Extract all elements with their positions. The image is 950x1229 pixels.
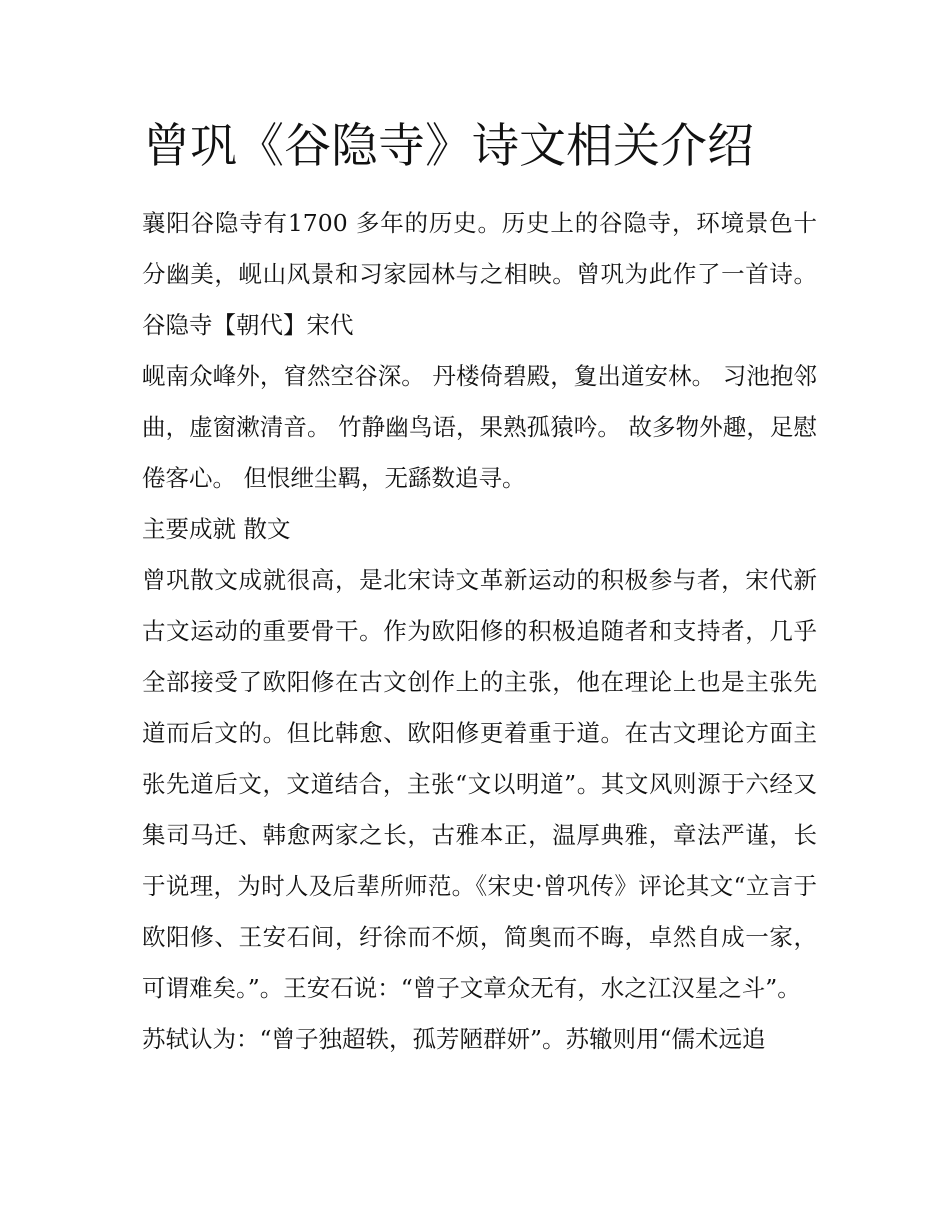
paragraph-prose-achievements: 曾巩散文成就很高，是北宋诗文革新运动的积极参与者，宋代新古文运动的重要骨干。作为欧阳修的积极追随者和支持者，几乎全部接受了欧阳修在古文创作上的主张，他在理论上也是主张先道而后文的。但比韩愈、欧阳修更着重于道。在古文理论方面主张先道后文，文道结合，主张“文以明道”。其文风则源于六经又集司马迁、韩愈两家之长，古雅本正，温厚典雅，章法严谨，长于说理，为时人及后辈所师范。《宋史·曾巩传》评论其文“立言于欧阳修、王安石间，纡徐而不烦，简奥而不晦，卓然自成一家，可谓难矣。”。王安石说：“曾子文章众无有，水之江汉星之斗”。 [142, 566, 817, 1002]
document-title: 曾巩《谷隐寺》诗文相关介绍 [143, 119, 754, 174]
paragraph-su-shi: 苏轼认为：“曾子独超轶，孤芳陋群妍”。苏辙则用“儒术远追 [142, 1025, 766, 1053]
document-body [142, 198, 817, 1065]
paragraph-heading-achievements: 主要成就 散文 [142, 515, 291, 543]
paragraph-poem: 岘南众峰外，窅然空谷深。 丹楼倚碧殿，夐出道安林。 习池抱邻曲，虚窗漱清音。 竹静幽鸟语，果熟孤猿吟。 故多物外趣，足慰倦客心。 但恨绁尘羁，无繇数追寻。 [142, 362, 817, 492]
paragraph-intro: 襄阳谷隐寺有1700 多年的历史。历史上的谷隐寺，环境景色十分幽美，岘山风景和习家园林与之相映。曾巩为此作了一首诗。 谷隐寺【朝代】宋代 [142, 209, 817, 339]
